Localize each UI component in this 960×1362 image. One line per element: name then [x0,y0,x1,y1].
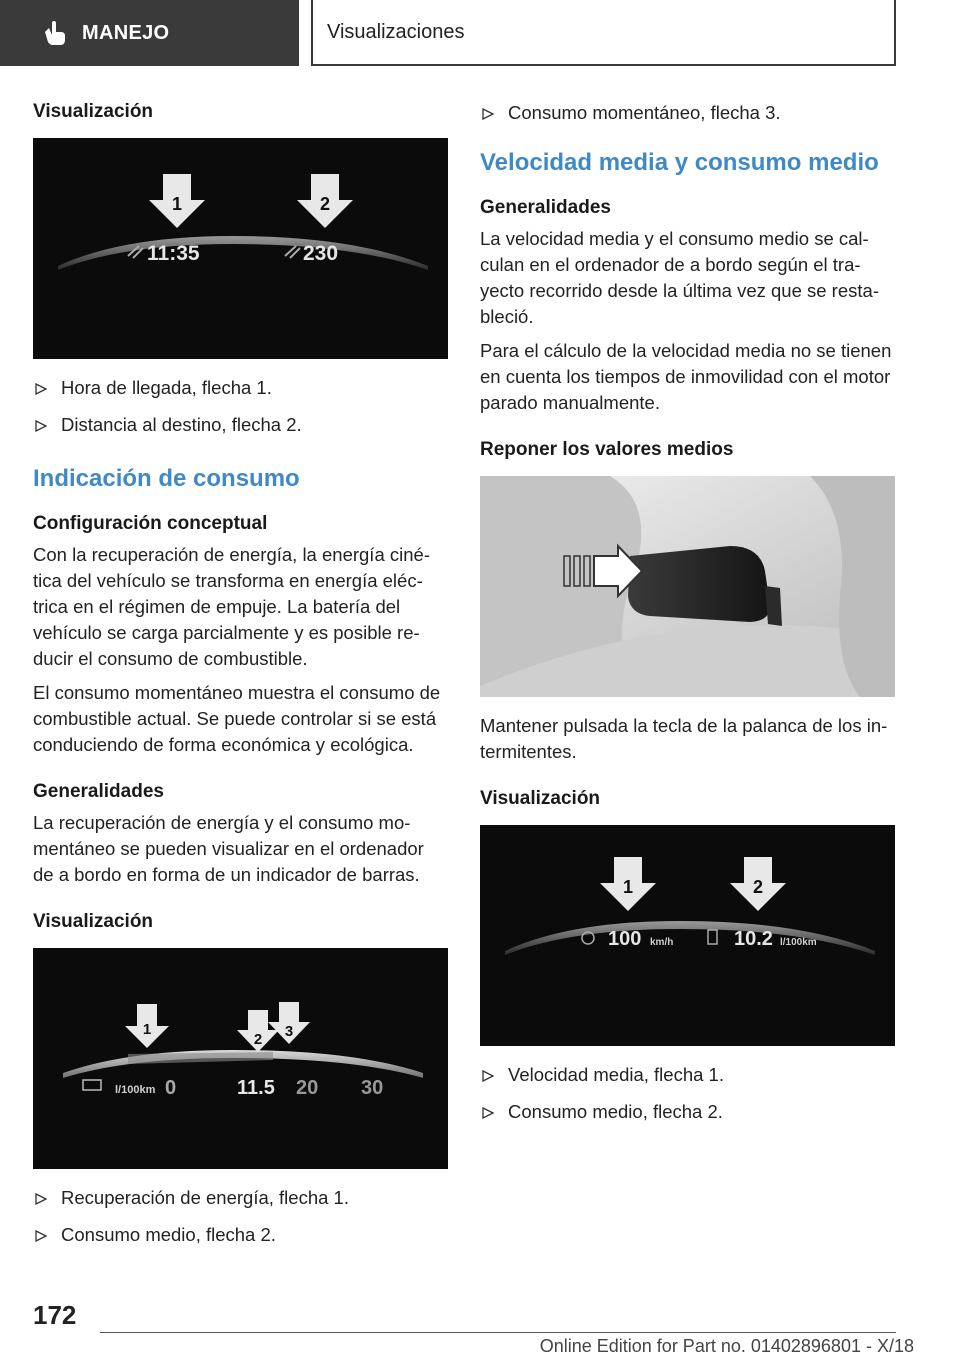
list-arrival-distance [33,375,448,438]
chapter-tab [0,0,299,66]
triangle-bullet-icon [482,1107,494,1119]
page-header [0,0,960,66]
list-item: Consumo medio, flecha 2. [480,1099,895,1125]
left-column [33,100,448,1259]
figure-arrival-distance [33,138,448,359]
subheading-reponer: Reponer los valores medios [480,439,734,460]
hand-pointer-icon [34,13,74,53]
list-instant-consumption [480,100,895,126]
right-column [480,100,895,1136]
fig2-arrow-1-label: 1 [142,1021,152,1038]
edition-note: Online Edition for Part no. 01402896801 - X/18 [539,1336,914,1356]
list-consumption [33,1185,448,1248]
fig4-consumption-unit: l/100km [780,937,817,948]
fig2-scale-20: 20 [296,1077,319,1099]
subheading-visualizacion-2: Visualización [33,911,154,932]
list-average-values [480,1062,895,1125]
fig2-scale-0: 0 [165,1077,177,1099]
fig4-arrow-2-label: 2 [752,877,764,897]
chapter-title: MANEJO [82,21,170,44]
list-item: Distancia al destino, flecha 2. [33,412,448,438]
fig2-unit: l/100km [115,1084,156,1096]
figure-turn-signal-lever [480,476,895,697]
fig2-arrow-2-label: 2 [253,1031,263,1048]
paragraph-general-right-2: Para el cálculo de la velocidad media no se tienen en cuenta los tiempos de inmovilidad con el motor parado manualmente. [480,340,892,413]
triangle-bullet-icon [482,108,494,120]
footer-divider [100,1332,896,1333]
list-item: Recuperación de energía, flecha 1. [33,1185,448,1211]
fig1-distance: 230 [303,242,339,265]
subheading-generalidades-left: Generalidades [33,781,164,802]
section-heading-velocidad: Velocidad media y consumo medio [480,149,879,176]
figure-average-speed-consumption [480,825,895,1046]
subheading-visualizacion-3: Visualización [480,788,601,809]
triangle-bullet-icon [35,383,47,395]
fig1-arrival-time: 11:35 [147,242,200,265]
section-tab [311,0,896,66]
fig2-scale-30: 30 [361,1077,384,1099]
subheading-generalidades-right: Generalidades [480,197,611,218]
fig2-current-value: 11.5 [237,1077,275,1099]
triangle-bullet-icon [482,1070,494,1082]
triangle-bullet-icon [35,1193,47,1205]
paragraph-concept-2: El consumo momentáneo muestra el consumo de combustible actual. Se puede controlar si se está conduciendo de forma económica y ecológica. [33,682,441,755]
figure-consumption-bar [33,948,448,1169]
fig4-average-speed: 100 [608,928,642,950]
paragraph-general-right-1: La velocidad media y el consumo medio se calculan en el ordenador de a bordo según el trayecto recorrido desde la última vez que se restableció. [480,228,879,327]
fig1-arrow-1-label: 1 [171,194,183,214]
fig4-arrow-1-label: 1 [622,877,634,897]
page-number: 172 [33,1300,77,1330]
page-footer [0,1290,960,1362]
triangle-bullet-icon [35,420,47,432]
list-item: Consumo medio, flecha 2. [33,1222,448,1248]
section-heading-consumo: Indicación de consumo [33,465,300,492]
paragraph-reset: Mantener pulsada la tecla de la palanca de los intermitentes. [480,715,888,762]
paragraph-concept-1: Con la recuperación de energía, la energía cinética del vehículo se transforma en energía eléctrica en el régimen de empuje. La batería del vehículo se carga parcialmente y es posible reducir el consumo de combustible. [33,544,430,669]
subheading-visualizacion-1: Visualización [33,101,154,122]
triangle-bullet-icon [35,1230,47,1242]
list-item: Velocidad media, flecha 1. [480,1062,895,1088]
fig4-speed-unit: km/h [650,937,674,948]
paragraph-general-left: La recuperación de energía y el consumo momentáneo se pueden visualizar en el ordenador de a bordo en forma de un indicador de barras. [33,812,424,885]
section-title: Visualizaciones [327,20,465,43]
list-item: Hora de llegada, flecha 1. [33,375,448,401]
list-item: Consumo momentáneo, flecha 3. [480,100,895,126]
fig4-average-consumption: 10.2 [734,928,773,950]
fig1-arrow-2-label: 2 [319,194,331,214]
subheading-conceptual: Configuración conceptual [33,513,268,534]
fig2-arrow-3-label: 3 [284,1023,294,1040]
